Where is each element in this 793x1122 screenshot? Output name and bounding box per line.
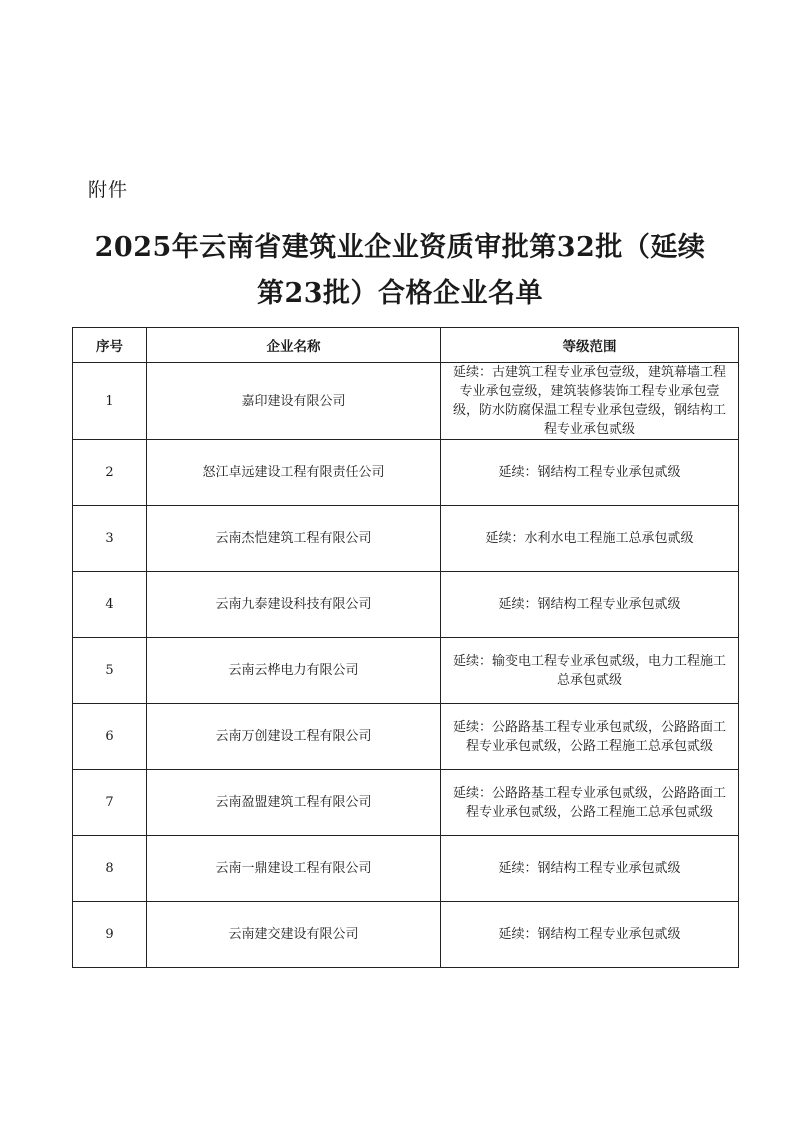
row-serial-no: 8 <box>73 836 147 902</box>
row-enterprise-name: 云南万创建设工程有限公司 <box>147 704 441 770</box>
table-row <box>73 572 739 638</box>
row-enterprise-name: 云南建交建设有限公司 <box>147 902 441 968</box>
header-qualification-scope: 等级范围 <box>441 328 739 363</box>
row-qualification-scope: 延续：钢结构工程专业承包贰级 <box>441 902 739 968</box>
row-serial-no: 1 <box>73 363 147 440</box>
table-row <box>73 638 739 704</box>
table-row <box>73 836 739 902</box>
document-title-line-1: 2025年云南省建筑业企业资质审批第32批（延续 <box>94 232 706 263</box>
table-row <box>73 770 739 836</box>
row-enterprise-name: 云南盈盟建筑工程有限公司 <box>147 770 441 836</box>
row-enterprise-name: 云南九泰建设科技有限公司 <box>147 572 441 638</box>
row-enterprise-name: 怒江卓远建设工程有限责任公司 <box>147 440 441 506</box>
row-serial-no: 9 <box>73 902 147 968</box>
table-row <box>73 902 739 968</box>
row-serial-no: 2 <box>73 440 147 506</box>
header-enterprise-name: 企业名称 <box>147 328 441 363</box>
row-serial-no: 5 <box>73 638 147 704</box>
header-serial-no: 序号 <box>73 328 147 363</box>
row-serial-no: 3 <box>73 506 147 572</box>
row-qualification-scope: 延续：古建筑工程专业承包壹级，建筑幕墙工程专业承包壹级，建筑装修装饰工程专业承包壹级，防水防腐保温工程专业承包壹级，钢结构工程专业承包贰级 <box>441 363 739 440</box>
row-qualification-scope: 延续：输变电工程专业承包贰级，电力工程施工总承包贰级 <box>441 638 739 704</box>
attachment-label: 附件 <box>88 179 129 201</box>
row-qualification-scope: 延续：钢结构工程专业承包贰级 <box>441 440 739 506</box>
row-qualification-scope: 延续：水利水电工程施工总承包贰级 <box>441 506 739 572</box>
table-row <box>73 363 739 440</box>
row-enterprise-name: 云南云桦电力有限公司 <box>147 638 441 704</box>
row-qualification-scope: 延续：公路路基工程专业承包贰级，公路路面工程专业承包贰级，公路工程施工总承包贰级 <box>441 770 739 836</box>
row-qualification-scope: 延续：公路路基工程专业承包贰级，公路路面工程专业承包贰级，公路工程施工总承包贰级 <box>441 704 739 770</box>
row-enterprise-name: 云南一鼎建设工程有限公司 <box>147 836 441 902</box>
table-row <box>73 704 739 770</box>
row-enterprise-name: 嘉印建设有限公司 <box>147 363 441 440</box>
table-header-row <box>73 328 739 363</box>
row-serial-no: 7 <box>73 770 147 836</box>
row-serial-no: 6 <box>73 704 147 770</box>
qualified-enterprises-table <box>72 327 739 968</box>
row-qualification-scope: 延续：钢结构工程专业承包贰级 <box>441 836 739 902</box>
row-serial-no: 4 <box>73 572 147 638</box>
document-title-line-2: 第23批）合格企业名单 <box>256 278 544 309</box>
table-row <box>73 506 739 572</box>
table-row <box>73 440 739 506</box>
row-qualification-scope: 延续：钢结构工程专业承包贰级 <box>441 572 739 638</box>
row-enterprise-name: 云南杰恺建筑工程有限公司 <box>147 506 441 572</box>
